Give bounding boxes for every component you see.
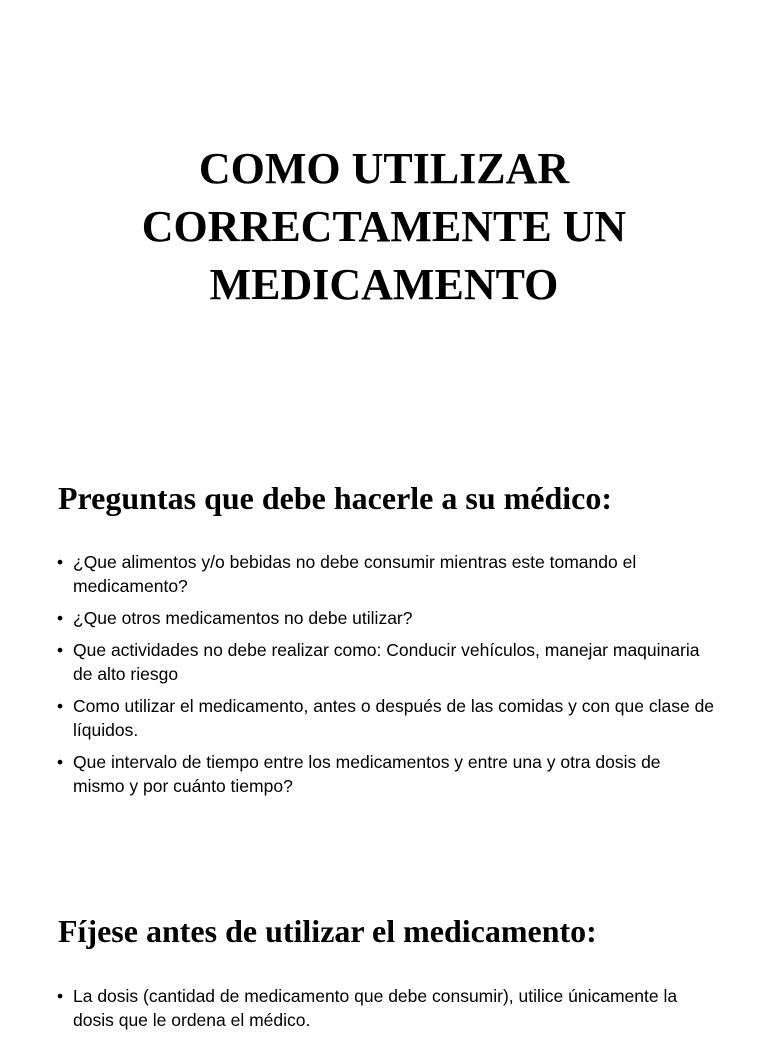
list-item-text: ¿Que alimentos y/o bebidas no debe consumir mientras este tomando el medicamento? — [73, 552, 637, 596]
list-item — [56, 606, 716, 630]
questions-list — [56, 550, 716, 806]
list-item-text: ¿Que otros medicamentos no debe utilizar? — [73, 608, 413, 628]
before-use-list — [56, 984, 716, 1040]
bullet-icon: • — [57, 696, 64, 716]
bullet-icon: • — [57, 640, 64, 660]
title-line-3: MEDICAMENTO — [209, 260, 559, 309]
list-item — [56, 750, 716, 798]
bullet-icon: • — [57, 986, 64, 1006]
slide-title — [0, 140, 768, 314]
list-item — [56, 638, 716, 686]
title-line-2: CORRECTAMENTE UN — [141, 202, 627, 251]
list-item-text: Que actividades no debe realizar como: Conducir vehículos, manejar maquinaria de alto riesgo — [73, 640, 700, 684]
list-item — [56, 550, 716, 598]
list-item-text: Que intervalo de tiempo entre los medicamentos y entre una y otra dosis de mismo y por cuánto tiempo? — [73, 752, 661, 796]
section-heading-before-use: Fíjese antes de utilizar el medicamento: — [58, 913, 597, 949]
bullet-icon: • — [57, 608, 64, 628]
bullet-icon: • — [57, 552, 64, 572]
list-item-text: La dosis (cantidad de medicamento que debe consumir), utilice únicamente la dosis que le ordena el médico. — [73, 986, 678, 1030]
title-line-1: COMO UTILIZAR — [198, 144, 570, 193]
bullet-icon: • — [57, 752, 64, 772]
section-heading-questions: Preguntas que debe hacerle a su médico: — [58, 480, 613, 516]
list-item-text: Como utilizar el medicamento, antes o después de las comidas y con que clase de líquidos. — [73, 696, 715, 740]
list-item — [56, 694, 716, 742]
list-item — [56, 984, 716, 1032]
